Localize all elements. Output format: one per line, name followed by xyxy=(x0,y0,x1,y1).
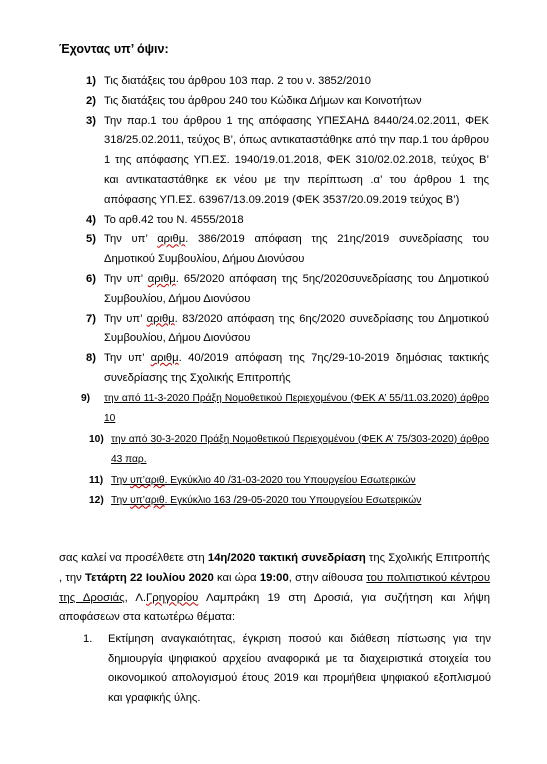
list-item xyxy=(59,471,489,492)
list-item xyxy=(59,491,489,512)
item-number: 3) xyxy=(86,114,96,127)
spellcheck-word: αριθμ xyxy=(147,272,176,285)
item-text: Τις διατάξεις του άρθρου 240 του Κώδικα Δήμων και Κοινοτήτων xyxy=(104,94,422,107)
item-prefix: Την xyxy=(111,474,131,486)
list-item xyxy=(59,310,489,350)
list-item xyxy=(59,349,489,389)
item-number: 10) xyxy=(89,433,104,445)
spellcheck-word: αριθμ xyxy=(157,233,186,246)
item-number: 8) xyxy=(86,352,96,365)
invitation-text: , Λ. xyxy=(124,591,147,604)
item-text: Τις διατάξεις του άρθρου 103 παρ. 2 του ν. 3852/2010 xyxy=(104,75,371,87)
list-item xyxy=(59,92,489,112)
list-item xyxy=(59,430,489,471)
item-text xyxy=(104,270,489,310)
invitation-paragraph xyxy=(59,549,490,628)
list-item xyxy=(59,72,489,92)
item-text: Το αρθ.42 του Ν. 4555/2018 xyxy=(104,213,244,226)
item-text xyxy=(104,349,489,389)
item-text xyxy=(104,230,489,270)
item-prefix: Την υπ’ xyxy=(104,352,151,365)
item-number: 6) xyxy=(86,272,96,285)
list-item xyxy=(59,211,489,231)
spellcheck-word: υπ’αριθ xyxy=(130,474,165,486)
item-rest: . 40/2019 απόφαση της 7ης/29-10-2019 δημόσιας τακτικής συνεδρίασης της Σχολικής Επιτροπής xyxy=(104,352,490,384)
item-text: την από 30-3-2020 Πράξη Νομοθετικού Περιεχομένου (ΦΕΚ Α’ 75/303-2020) άρθρο 43 παρ. xyxy=(111,433,489,466)
spellcheck-word: αριθμ xyxy=(150,352,179,365)
list-item xyxy=(59,389,489,430)
meeting-time: 19:00 xyxy=(259,571,289,584)
item-text: την από 11-3-2020 Πράξη Νομοθετικού Περιεχομένου (ΦΕΚ Α’ 55/11.03.2020) άρθρο 10 xyxy=(104,392,489,425)
invitation-text: , στην αίθουσα xyxy=(288,571,367,584)
list-item xyxy=(59,270,489,310)
item-rest: . 65/2020 απόφαση της 5ης/2020συνεδρίασης του Δημοτικού Συμβουλίου, Δήμου Διονύσου xyxy=(104,272,489,305)
item-number: 7) xyxy=(86,312,96,325)
item-number: 11) xyxy=(89,474,104,486)
item-number: 12) xyxy=(89,495,104,507)
item-rest: . 386/2019 απόφαση της 21ης/2019 συνεδρίασης του Δημοτικού Συμβουλίου, Δήμου Διονύσου xyxy=(104,233,489,266)
item-number: 9) xyxy=(81,392,91,404)
item-prefix: Την υπ’ xyxy=(104,312,147,325)
spellcheck-word: αριθμ xyxy=(146,312,175,325)
invitation-text: Λαμπράκη 19 στη Δροσιά, για συζήτηση και λήψη αποφάσεων στα κατωτέρω θέματα: xyxy=(59,591,490,624)
item-text xyxy=(111,491,489,512)
session-label: 14η/2020 τακτική συνεδρίαση xyxy=(207,552,366,564)
invitation-text: και ώρα xyxy=(213,571,260,584)
agenda-item xyxy=(83,630,491,708)
agenda-number: 1. xyxy=(83,633,93,645)
meeting-date: Τετάρτη 22 Ιουλίου 2020 xyxy=(85,571,214,584)
spellcheck-word: Γρηγορίου xyxy=(146,591,199,604)
item-number: 2) xyxy=(86,94,96,107)
item-text xyxy=(104,310,489,350)
item-text xyxy=(111,471,489,492)
invitation-text: της Σχολικής Επιτροπής , την xyxy=(59,552,490,584)
meeting-venue: του πολιτιστικού κέντρου της Δροσιάς xyxy=(59,571,490,604)
agenda-text: Εκτίμηση αναγκαιότητας, έγκριση ποσού και διάθεση πίστωσης για την δημιουργία ψηφιακού αρχείου αναφορικά με τα διαχειριστικά στοιχεία του οικονομικού απολογισμού έτους 2019 και προμήθεια ψηφιακού εξοπλισμού και γραφικής ύλης. xyxy=(108,633,491,704)
item-number: 5) xyxy=(86,233,96,246)
list-item xyxy=(59,230,489,270)
item-text: Την παρ.1 του άρθρου 1 της απόφασης ΥΠΕΣΑΗΔ 8440/24.02.2011, ΦΕΚ 318/25.02.2011, τεύχος Β’, όπως αντικαταστάθηκε από την παρ.1 του άρθρου 1 της απόφασης ΥΠ.ΕΣ. 1940/19.01.2018, ΦΕΚ 310/02.02.2018, τεύχος Β’ και αντικαταστάθηκε εκ νέου με την περίπτωση .α’ του άρθρου 1 της απόφασης ΥΠ.ΕΣ. 63967/13.09.2019 (ΦΕΚ 3537/20.09.2019 τεύχος Β’) xyxy=(104,114,489,206)
considering-heading: Έχοντας υπ’ όψιν: xyxy=(59,42,169,56)
item-prefix: Την υπ’ xyxy=(104,272,148,285)
item-number: 1) xyxy=(86,75,96,87)
item-rest: . Εγκύκλιο 163 /29-05-2020 του Υπουργείου Εσωτερικών xyxy=(164,495,422,507)
item-number: 4) xyxy=(86,213,96,226)
item-rest: . 83/2020 απόφαση της 6ης/2020 συνεδρίασης του Δημοτικού Συμβουλίου, Δήμου Διονύσου xyxy=(104,312,490,345)
item-prefix: Την υπ’ xyxy=(104,233,158,246)
item-rest: . Εγκύκλιο 40 /31-03-2020 του Υπουργείου Εσωτερικών xyxy=(164,474,416,486)
considerations-list xyxy=(59,72,489,512)
spellcheck-word: υπ’αριθ xyxy=(130,495,165,507)
item-prefix: Την xyxy=(111,495,131,507)
list-item xyxy=(59,112,489,211)
invitation-text: σας καλεί να προσέλθετε στη xyxy=(59,552,208,564)
